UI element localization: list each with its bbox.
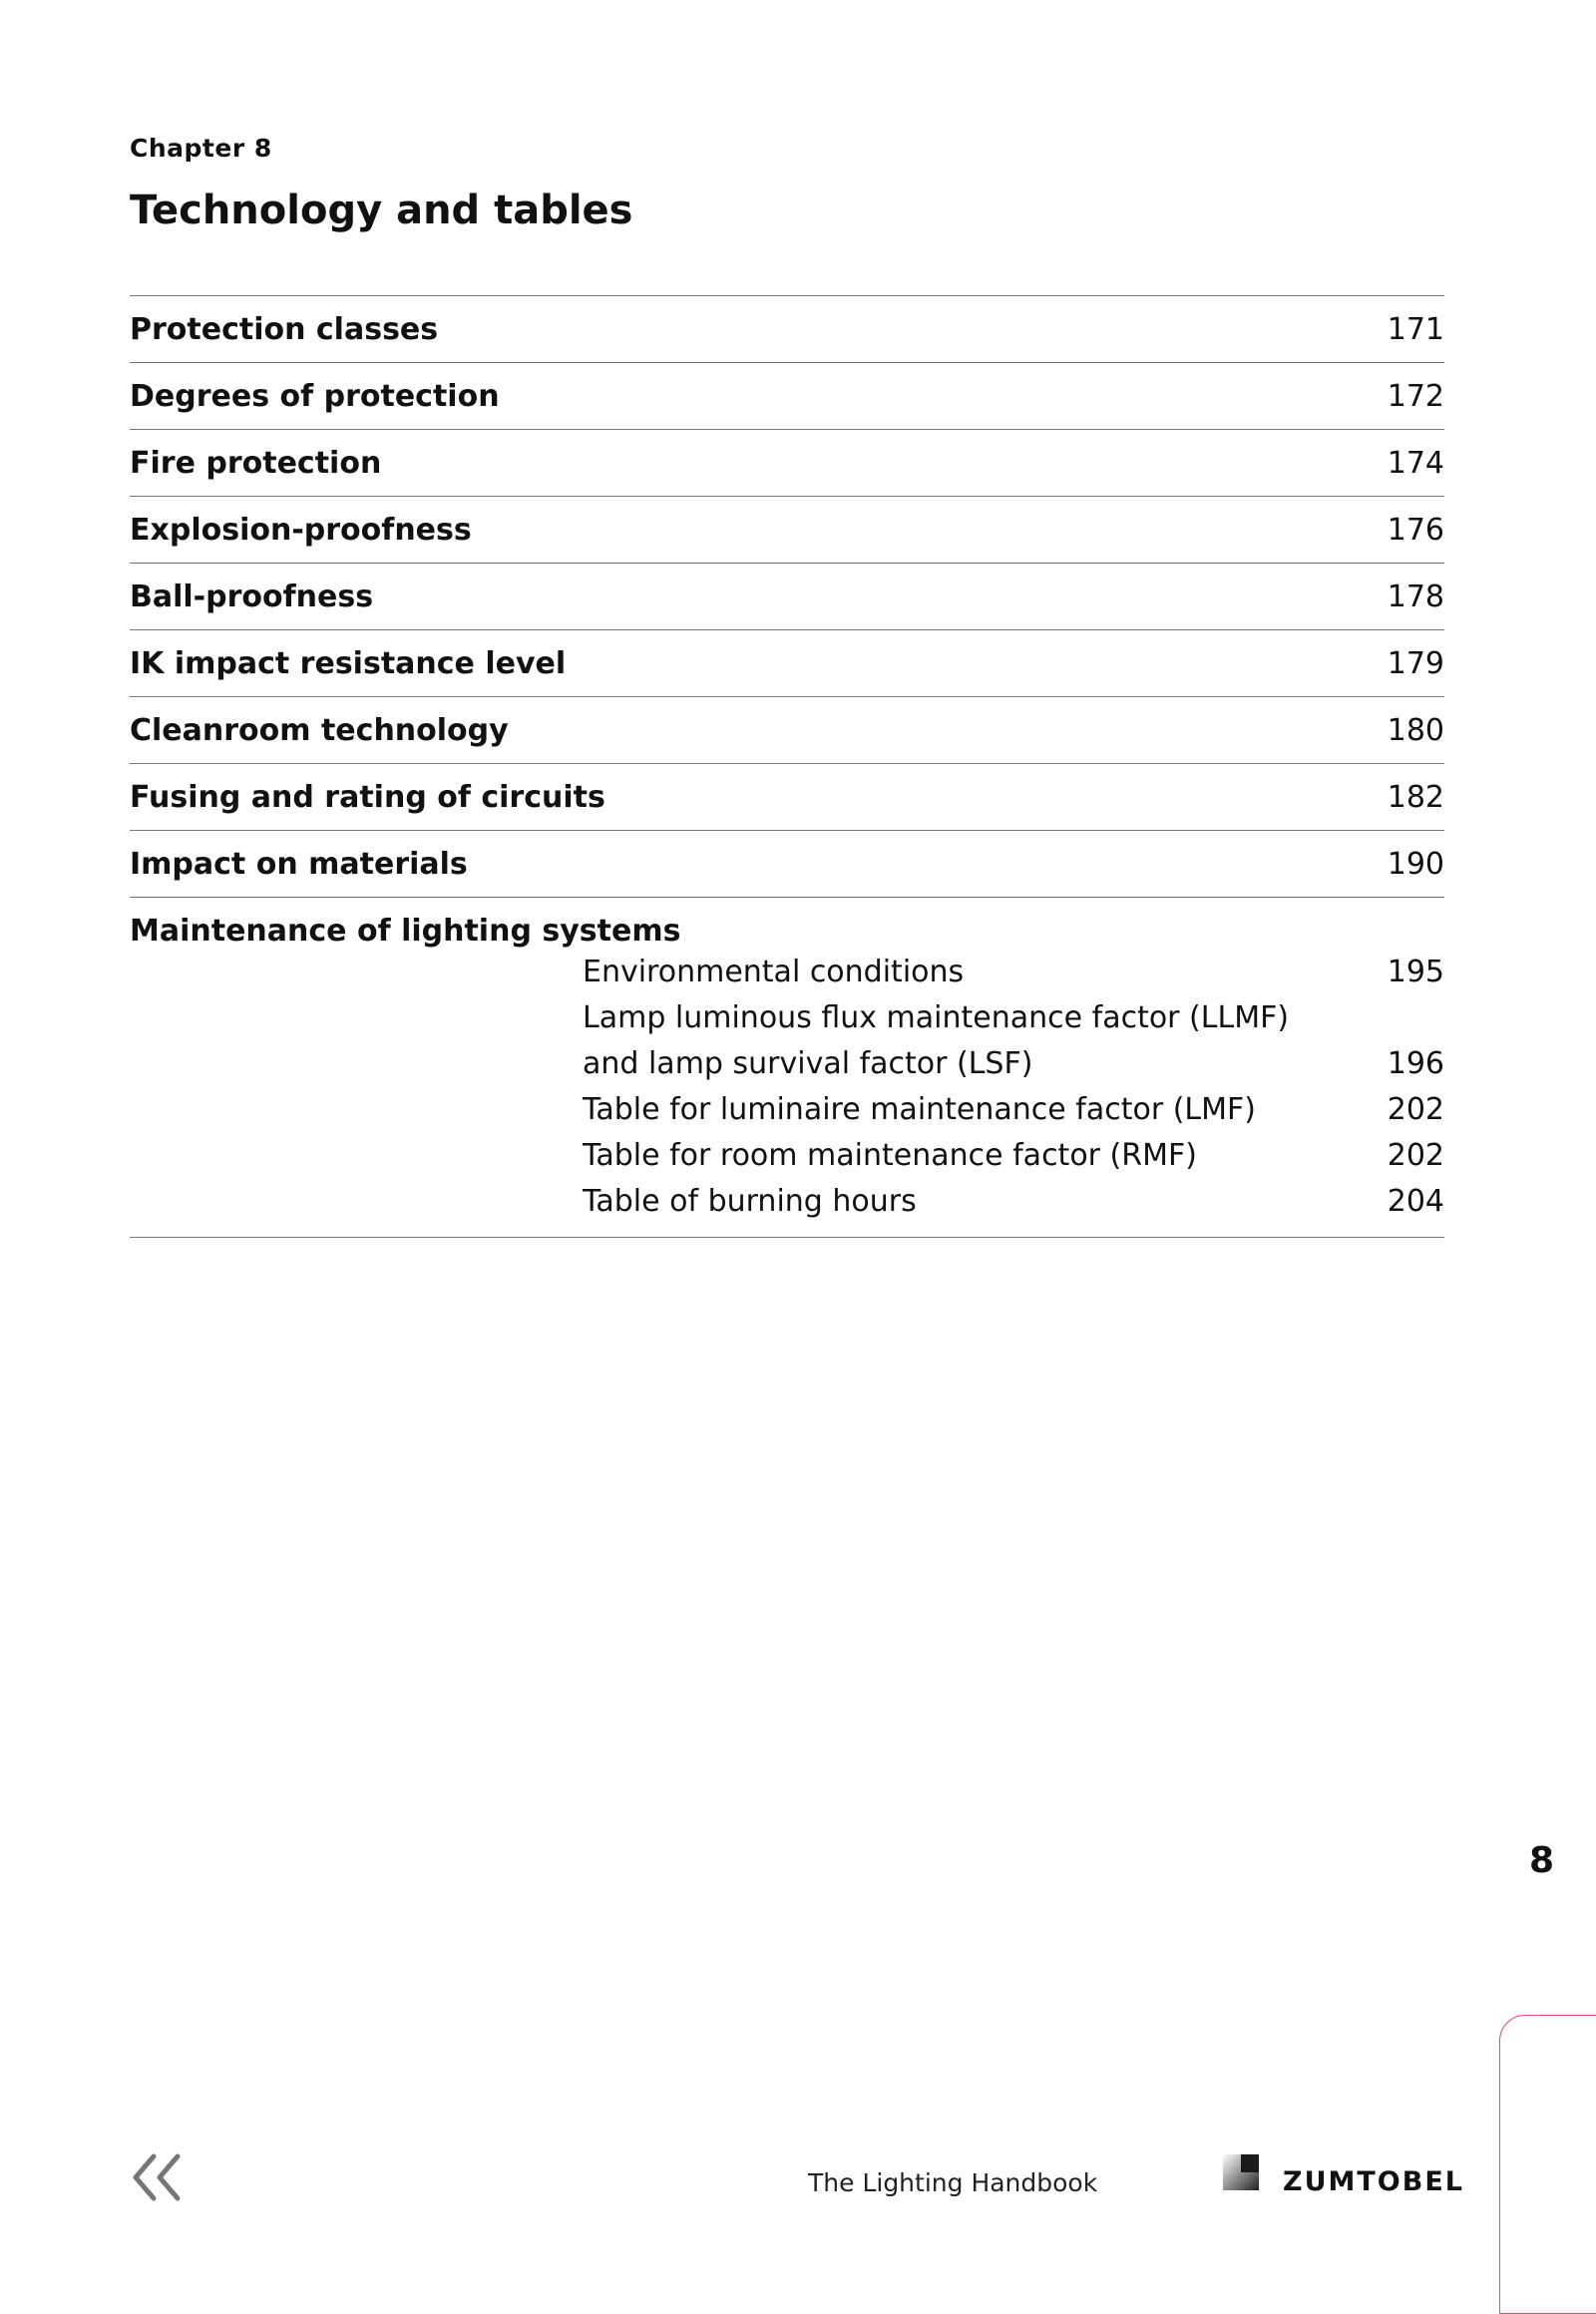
toc-entry-page: 178 [1387,579,1444,614]
toc-sub-title: Table for luminaire maintenance factor (LMF) [583,1092,1256,1127]
toc-row-degrees-of-protection[interactable] [130,363,1444,430]
chapter-corner-tab [1499,2015,1596,2314]
toc-sub-page: 195 [1387,955,1444,989]
toc-sub-title: Table of burning hours [583,1184,917,1219]
toc-entry-page: 174 [1387,446,1444,481]
toc-sub-page: 202 [1387,1138,1444,1173]
toc-entry-page: 176 [1387,513,1444,548]
toc-row-ik-impact-resistance[interactable] [130,630,1444,697]
toc-sub-page: 196 [1387,1046,1444,1081]
toc-entry-page: 171 [1387,312,1444,347]
toc-row-fusing-and-rating[interactable] [130,764,1444,831]
double-chevron-left-icon[interactable] [128,2152,188,2202]
toc-entry-title[interactable]: Explosion-proofness [130,513,472,548]
toc-sub-title: Table for room maintenance factor (RMF) [583,1138,1197,1173]
toc-entry-title[interactable]: Impact on materials [130,847,468,882]
toc-row-explosion-proofness[interactable] [130,497,1444,564]
toc-sub-title: Lamp luminous flux maintenance factor (LLMF) and lamp survival factor (LSF) [583,1000,1290,1081]
chapter-label: Chapter 8 [130,134,272,163]
brand-name: ZUMTOBEL [1283,2166,1464,2197]
toc-row-fire-protection[interactable] [130,430,1444,497]
table-of-contents [130,295,1444,1238]
toc-sub-title: Environmental conditions [583,955,965,989]
toc-sub-item[interactable] [583,1179,1444,1225]
toc-row-impact-on-materials[interactable] [130,831,1444,898]
toc-sub-page: 204 [1387,1184,1444,1219]
chapter-tab-number[interactable]: 8 [1528,1840,1554,1881]
toc-entry-page: 172 [1387,379,1444,414]
toc-row-protection-classes[interactable] [130,296,1444,363]
toc-entry-page: 182 [1387,780,1444,815]
toc-row-ball-proofness[interactable] [130,564,1444,630]
toc-entry-title[interactable]: Ball-proofness [130,579,374,614]
toc-sub-item[interactable] [583,1087,1444,1133]
toc-group-title[interactable]: Maintenance of lighting systems [130,914,681,949]
toc-entry-page: 180 [1387,713,1444,748]
toc-entry-title[interactable]: Protection classes [130,312,439,347]
zumtobel-logo-icon [1223,2154,1259,2190]
toc-sub-item[interactable] [583,950,1444,995]
toc-entry-page: 179 [1387,646,1444,681]
toc-sub-item[interactable] [583,1133,1444,1179]
handbook-title: The Lighting Handbook [808,2168,1098,2197]
toc-group-maintenance [130,898,1444,1238]
toc-entry-title[interactable]: Fusing and rating of circuits [130,780,605,815]
toc-entry-title[interactable]: Cleanroom technology [130,713,509,748]
toc-sub-page: 202 [1387,1092,1444,1127]
toc-row-cleanroom-technology[interactable] [130,697,1444,764]
toc-entry-title[interactable]: Degrees of protection [130,379,500,414]
toc-entry-title[interactable]: Fire protection [130,446,382,481]
toc-entry-page: 190 [1387,847,1444,882]
toc-entry-title[interactable]: IK impact resistance level [130,646,567,681]
toc-sub-list [583,950,1444,1225]
toc-sub-item[interactable] [583,995,1444,1087]
chapter-title: Technology and tables [130,188,633,233]
